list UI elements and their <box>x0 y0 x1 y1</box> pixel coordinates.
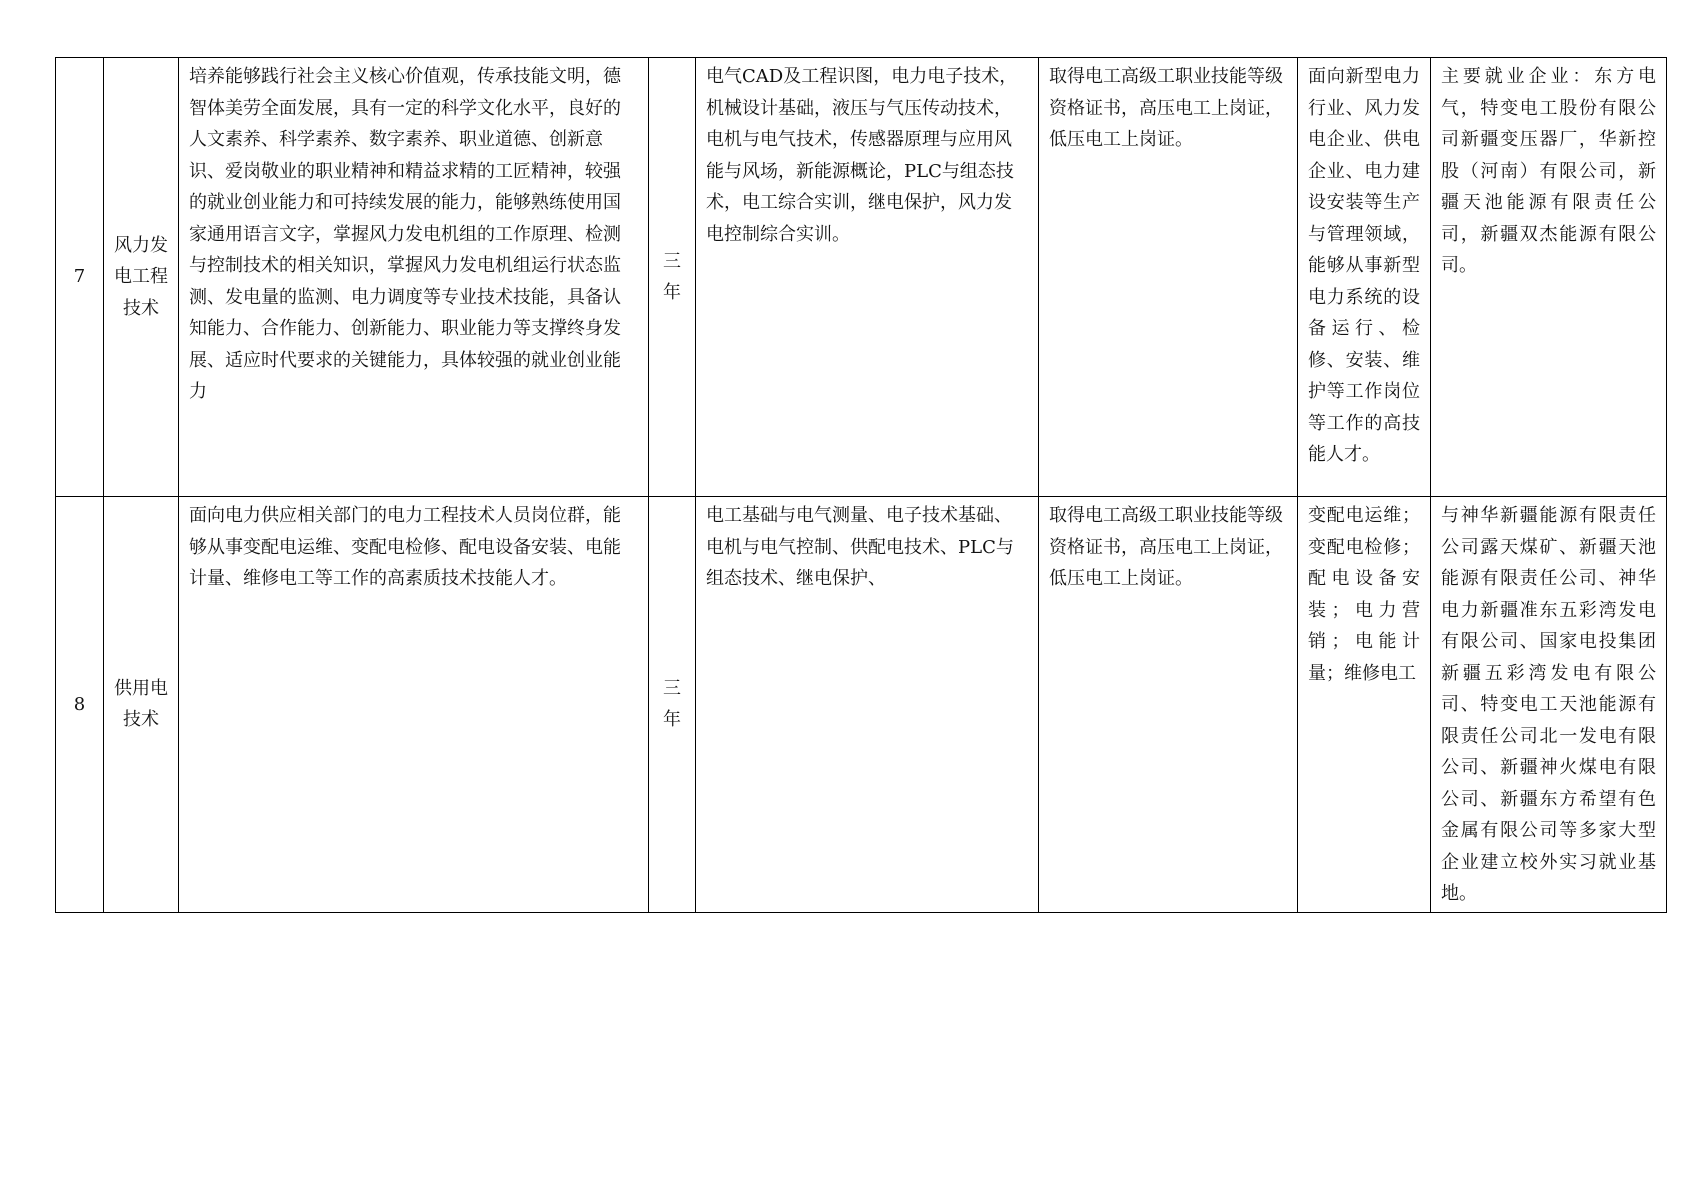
major-name: 风力发电工程技术 <box>104 58 179 497</box>
training-objective: 培养能够践行社会主义核心价值观，传承技能文明，德智体美劳全面发展，具有一定的科学文化水平，良好的人文素养、科学素养、数字素养、职业道德、创新意识、爱岗敬业的职业精神和精益求精的工匠精神，较强的就业创业能力和可持续发展的能力，能够熟练使用国家通用语言文字，掌握风力发电机组的工作原理、检测与控制技术的相关知识，掌握风力发电机组运行状态监测、发电量的监测、电力调度等专业技术技能，具备认知能力、合作能力、创新能力、职业能力等支撑终身发展、适应时代要求的关键能力，具体较强的就业创业能力 <box>179 58 649 497</box>
row-index: 8 <box>56 497 104 913</box>
certificates: 取得电工高级工职业技能等级资格证书，高压电工上岗证，低压电工上岗证。 <box>1039 497 1298 913</box>
table-row <box>56 497 1667 913</box>
job-posts: 变配电运维；变配电检修；配电设备安装；电力营销；电能计量；维修电工 <box>1298 497 1431 913</box>
certificates: 取得电工高级工职业技能等级资格证书，高压电工上岗证，低压电工上岗证。 <box>1039 58 1298 497</box>
study-duration: 三年 <box>649 58 696 497</box>
core-courses: 电工基础与电气测量、电子技术基础、电机与电气控制、供配电技术、PLC与组态技术、继电保护、 <box>696 497 1039 913</box>
study-duration: 三年 <box>649 497 696 913</box>
row-index: 7 <box>56 58 104 497</box>
employers: 主要就业企业：东方电气，特变电工股份有限公司新疆变压器厂，华新控股（河南）有限公司，新疆天池能源有限责任公司，新疆双杰能源有限公司。 <box>1431 58 1667 497</box>
core-courses: 电气CAD及工程识图，电力电子技术，机械设计基础，液压与气压传动技术，电机与电气技术，传感器原理与应用风能与风场，新能源概论，PLC与组态技术，电工综合实训，继电保护，风力发电控制综合实训。 <box>696 58 1039 497</box>
program-table <box>55 57 1667 913</box>
job-posts: 面向新型电力行业、风力发电企业、供电企业、电力建设安装等生产与管理领域，能够从事新型电力系统的设备运行、检修、安装、维护等工作岗位等工作的高技能人才。 <box>1298 58 1431 497</box>
table-row <box>56 58 1667 497</box>
employers: 与神华新疆能源有限责任公司露天煤矿、新疆天池能源有限责任公司、神华电力新疆准东五彩湾发电有限公司、国家电投集团新疆五彩湾发电有限公司、特变电工天池能源有限责任公司北一发电有限公司、新疆神火煤电有限公司、新疆东方希望有色金属有限公司等多家大型企业建立校外实习就业基地。 <box>1431 497 1667 913</box>
major-name: 供用电技术 <box>104 497 179 913</box>
training-objective: 面向电力供应相关部门的电力工程技术人员岗位群，能够从事变配电运维、变配电检修、配电设备安装、电能计量、维修电工等工作的高素质技术技能人才。 <box>179 497 649 913</box>
